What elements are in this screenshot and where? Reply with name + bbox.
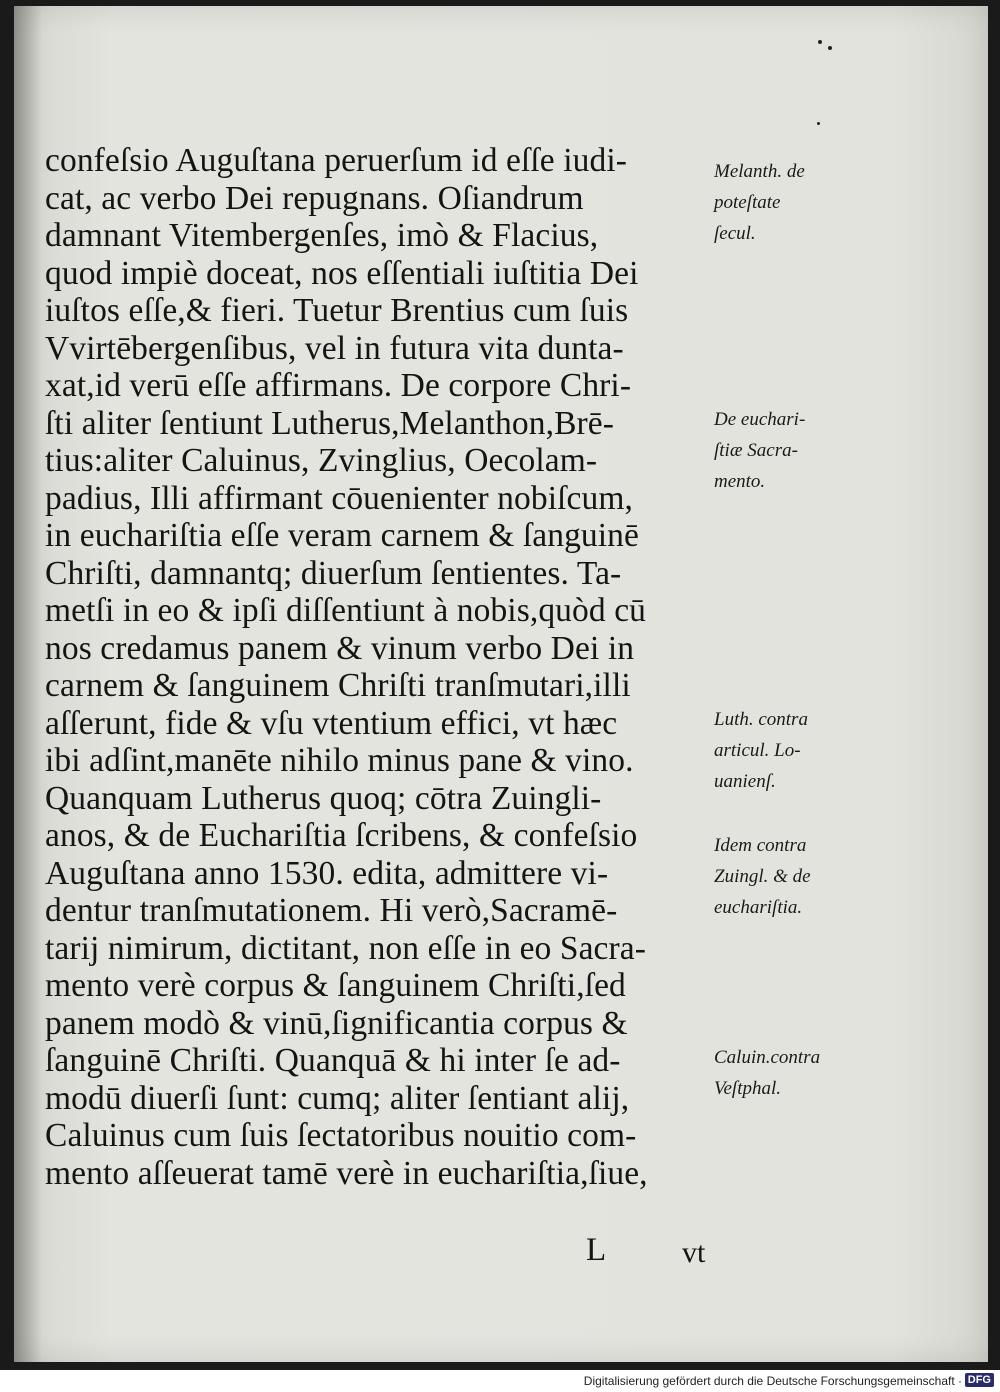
marginal-note-line: uanienſ. [714,771,776,792]
text-line: Auguſtana anno 1530. edita, admittere vi- [45,854,609,892]
marginal-note-luther [714,704,864,797]
marginal-note-line: mento. [714,471,766,492]
text-line: Vvirtēbergenſibus, vel in futura vita dunta- [45,329,624,367]
marginal-note-line: ſtiæ Sacra- [714,440,798,461]
text-line: quod impiè doceat, nos eſſentiali iuſtitia Dei [45,254,639,292]
text-line: ſanguinē Chriſti. Quanquā & hi inter ſe ad- [45,1042,621,1079]
catchword: vt [682,1236,706,1269]
text-line: carnem & ſanguinem Chriſti tranſmutari,illi [45,667,631,704]
text-line: metſi in eo & ipſi diſſentiunt à nobis,quòd cū [45,592,647,629]
marginal-note-line: De euchari- [714,409,806,430]
text-line: ibi adſint,manēte nihilo minus pane & vino. [45,742,634,779]
text-line: panem modò & vinū,ſignificantia corpus & [45,1004,628,1042]
ink-speck [817,122,820,125]
text-line: padius, Illi affirmant cōuenienter nobiſcum, [45,479,633,517]
marginal-note-line: Caluin.contra [714,1047,821,1068]
text-line: damnant Vitembergenſes, imò & Flacius, [45,217,599,254]
text-line: modū diuerſi ſunt: cumq; aliter ſentiant alij, [45,1079,630,1117]
page-fold-shadow [14,6,42,1362]
marginal-note-line: Veſtphal. [714,1078,782,1099]
marginal-note-line: Melanth. de [714,161,805,182]
signature-mark: L [586,1232,607,1268]
text-line: tarij nimirum, dictitant, non eſſe in eo Sacra- [45,929,647,967]
text-line: cat, ac verbo Dei repugnans. Oſiandrum [45,179,584,217]
ink-speck [818,40,822,44]
dfg-logo: DFG [965,1373,994,1387]
text-line: Quanquam Lutherus quoq; cōtra Zuingli- [45,779,602,817]
text-line: tius:aliter Caluinus, Zvinglius, Oecolam- [45,442,598,479]
marginal-note-line: articul. Lo- [714,740,801,761]
text-line: xat,id verū eſſe affirmans. De corpore Chri- [45,367,632,404]
text-line: aſſerunt, fide & vſu vtentium effici, vt hæc [45,704,618,742]
main-text-block [45,142,720,1192]
text-line: in euchariſtia eſſe veram carnem & ſanguinē [45,517,640,554]
marginal-note-line: Zuingl. & de [714,866,811,887]
marginal-note-line: Luth. contra [714,709,808,730]
marginal-note-line: Idem contra [714,835,807,856]
marginal-note-line: poteſtate [714,192,781,213]
ink-speck [828,46,832,50]
text-line: confeſsio Auguſtana peruerſum id eſſe iudi- [45,142,628,179]
text-line: anos, & de Euchariſtia ſcribens, & confeſsio [45,817,638,854]
text-line: nos credamus panem & vinum verbo Dei in [45,629,635,667]
text-line: dentur tranſmutationem. Hi verò,Sacramē- [45,892,618,929]
marginal-note-line: euchariſtia. [714,897,803,918]
marginal-note-idem [714,830,864,923]
text-line: iuſtos eſſe,& fieri. Tuetur Brentius cum ſuis [45,292,629,329]
text-line: mento verè corpus & ſanguinem Chriſti,ſed [45,967,626,1004]
marginal-note-line: ſecul. [714,223,756,244]
text-line: Chriſti, damnantq; diuerſum ſentientes. Ta- [45,554,622,592]
marginal-note-melanthon [714,156,864,249]
text-line: mento aſſeuerat tamē verè in euchariſtia,ſiue, [45,1154,648,1192]
marginal-note-eucharistia [714,404,864,497]
footer-credit: Digitalisierung gefördert durch die Deutsche Forschungsgemeinschaft · [583,1374,962,1388]
text-line: ſti aliter ſentiunt Lutherus,Melanthon,Brē- [45,404,615,442]
text-line: Caluinus cum ſuis ſectatoribus nouitio com- [45,1117,637,1154]
marginal-note-calvin [714,1042,864,1104]
